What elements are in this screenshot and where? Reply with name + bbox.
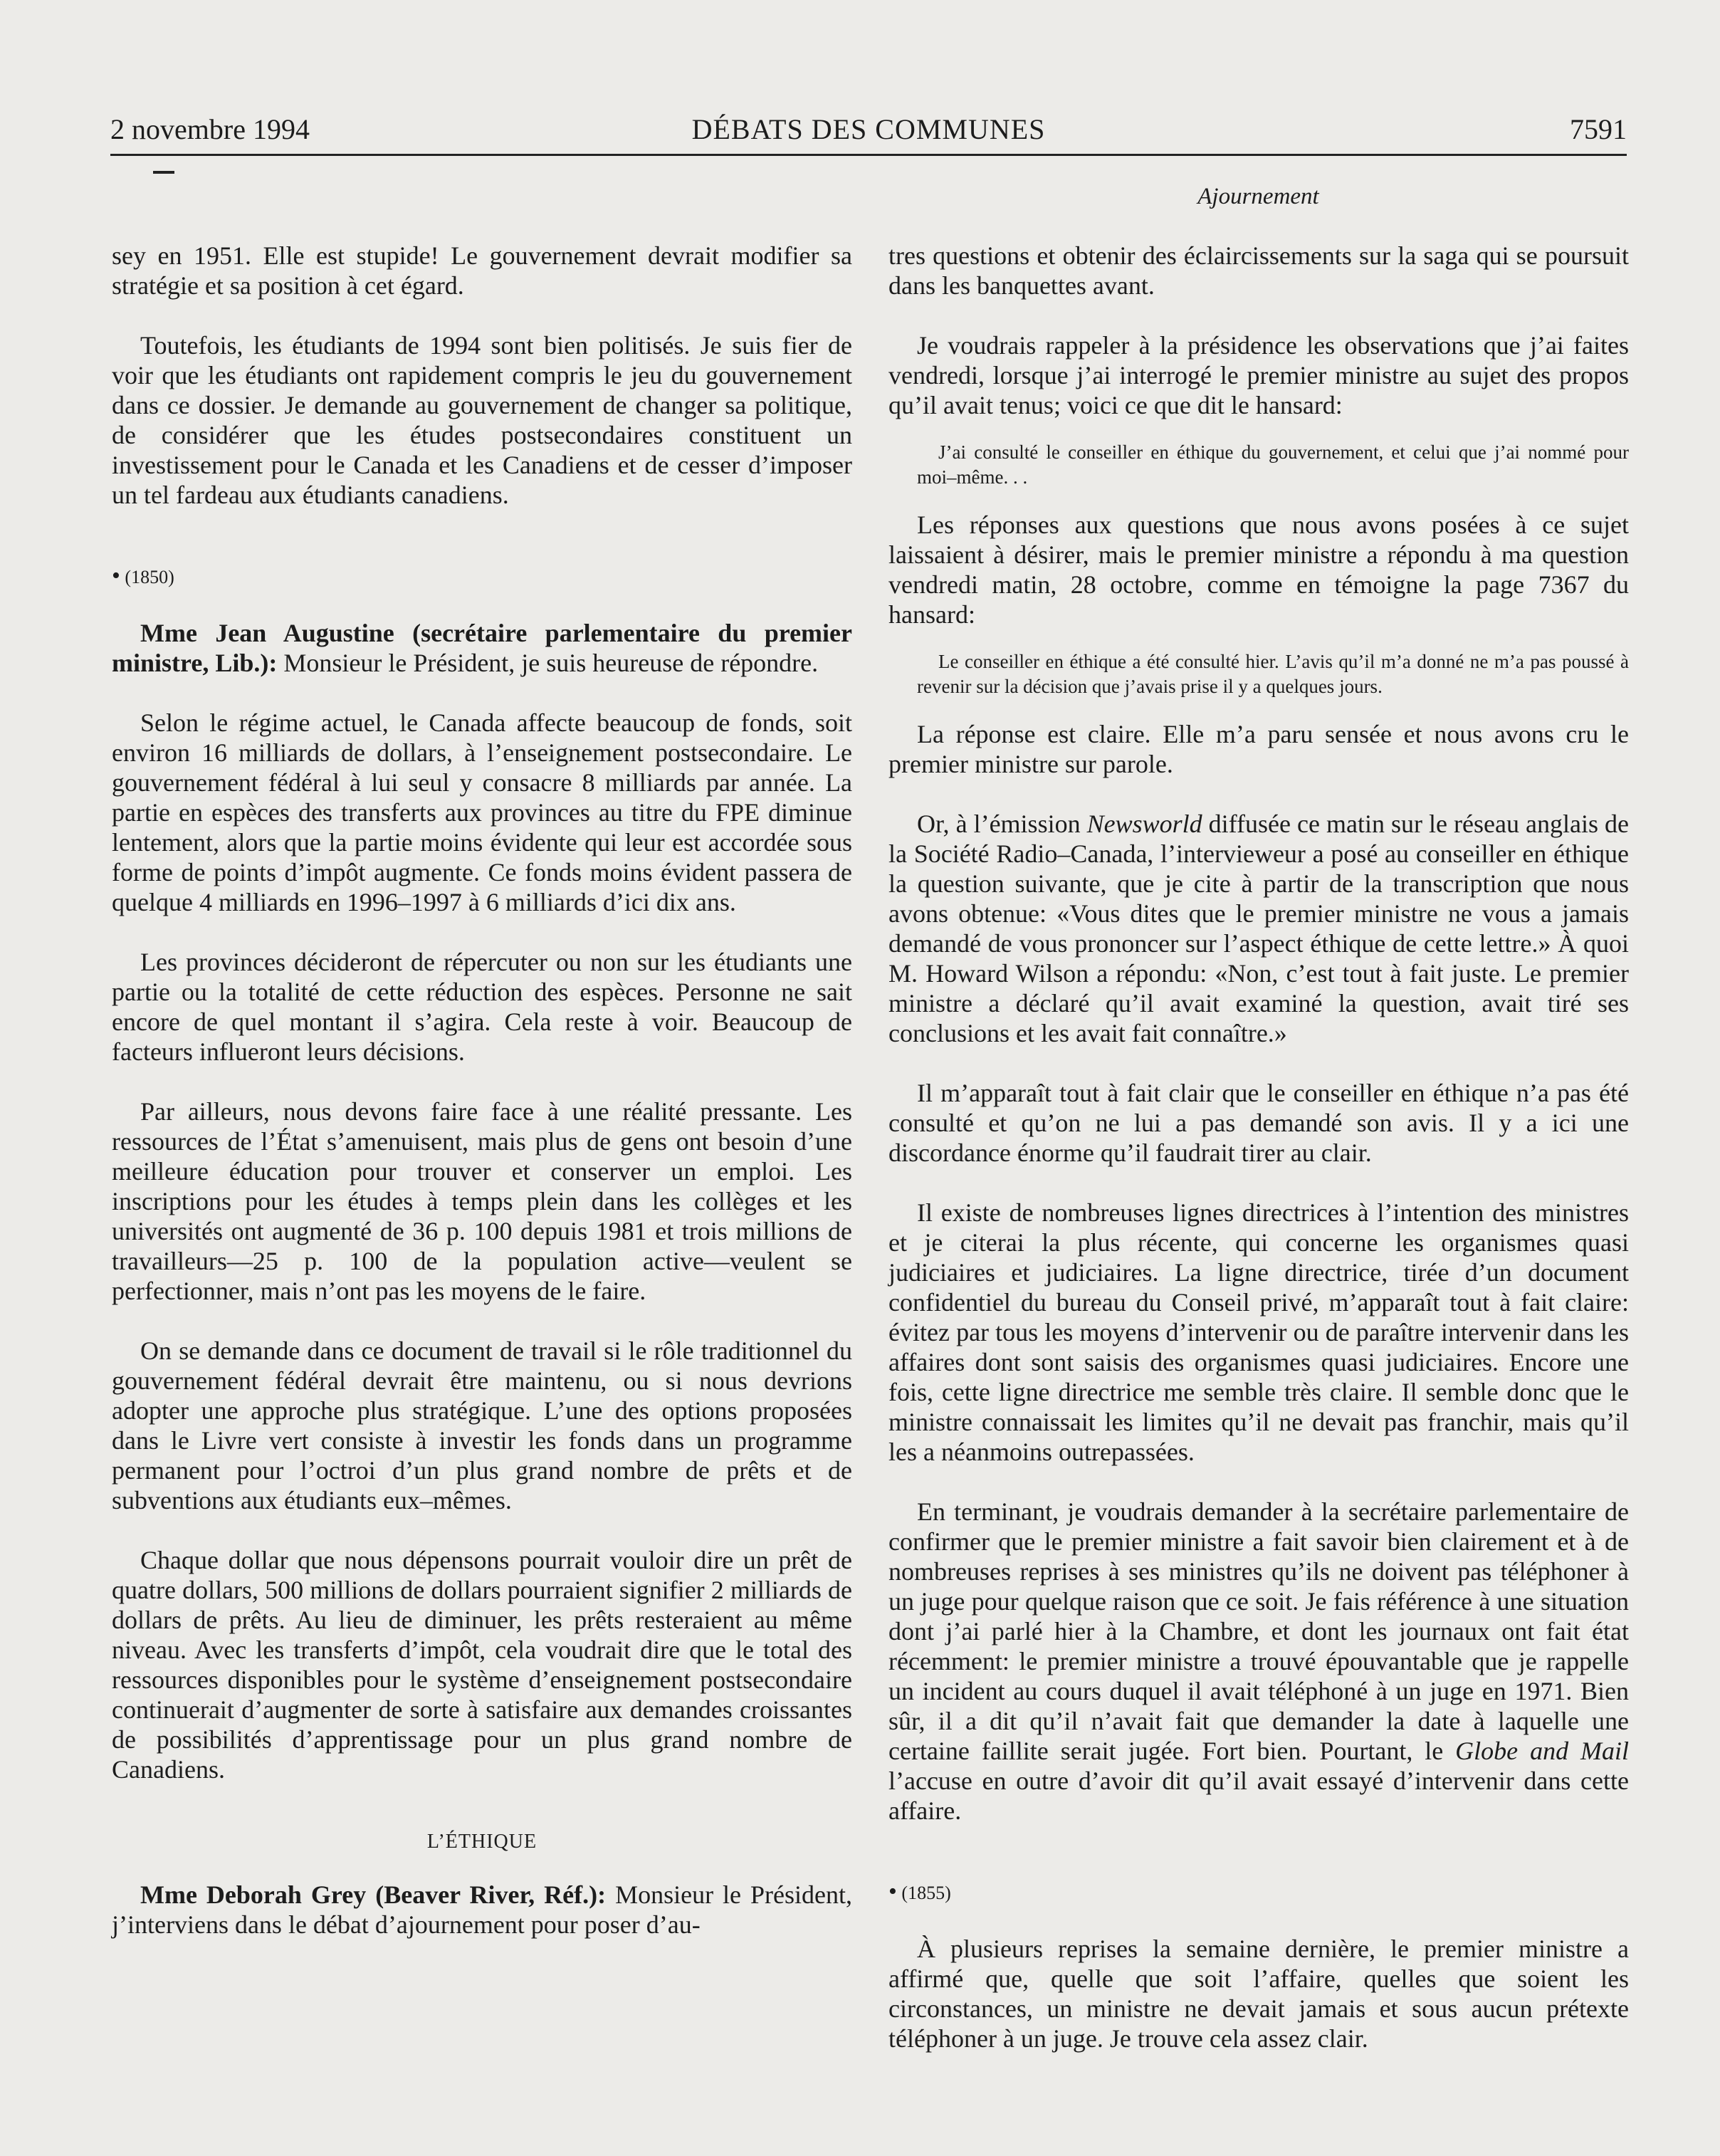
time-marker [888,1878,1629,1905]
header-rule [110,154,1627,156]
program-title: Newsworld [1086,810,1202,838]
paragraph [888,809,1629,1048]
newspaper-title: Globe and Mail [1455,1737,1629,1765]
header-date: 2 novembre 1994 [110,113,310,145]
text-run: diffusée ce matin sur le réseau anglais de la Société Radio–Canada, l’intervieweur a posé au conseiller en éthique la question suivante, que je cite à partir de la transcription que nous avons obtenue: «Vous dites que le premier ministre ne vous a jamais demandé de vous prononcer sur l’aspect éthique de cette lettre.» À quoi M. Howard Wilson a répondu: «Non, c’est tout à fait juste. Le premier ministre a déclaré qu’il avait examiné la question, avait tiré ses conclusions et les avait fait connaître.» [888,810,1629,1047]
paragraph: sey en 1951. Elle est stupide! Le gouvernement devrait modifier sa stratégie et sa position à cet égard. [112,241,852,300]
speech-text: Monsieur le Président, je suis heureuse de répondre. [277,649,819,677]
right-column [888,241,1629,2053]
bullet-icon: • [888,1878,897,1905]
bullet-icon: • [112,562,120,589]
paragraph: Toutefois, les étudiants de 1994 sont bien politisés. Je suis fier de voir que les étudiants ont rapidement compris le jeu du gouvernement dans ce dossier. Je demande au gouvernement de changer sa politique, de considérer que les études postsecondaires constituent un investissement pour le Canada et les Canadiens et de cesser d’imposer un tel fardeau aux étudiants canadiens. [112,331,852,509]
block-quote: J’ai consulté le conseiller en éthique du gouvernement, et celui que j’ai nommé pour moi–même. . . [917,441,1629,488]
running-head: Ajournement [1197,184,1319,209]
text-run: Or, à l’émission [917,810,1087,838]
text-run: En terminant, je voudrais demander à la secrétaire parlementaire de confirmer que le premier ministre a fait savoir bien clairement et à de nombreuses reprises à ses ministres qu’ils ne doivent pas téléphoner à un juge pour quelque raison que ce soit. Je fais référence à une situation dont j’ai parlé hier à la Chambre, et dont les journaux ont fait état récemment: le premier ministre a trouvé épouvantable que je rappelle un incident au cours duquel il avait téléphoné à un juge en 1971. Bien sûr, il a dit qu’il n’avait fait que demander la date à laquelle une certaine faillite serait jugée. Fort bien. Pourtant, le [888,1497,1629,1765]
paragraph: Chaque dollar que nous dépensons pourrait vouloir dire un prêt de quatre dollars, 500 millions de dollars pourraient signifier 2 milliards de dollars de prêts. Au lieu de diminuer, les prêts resteraient au même niveau. Avec les transferts d’impôt, cela voudrait dire que le total des ressources disponibles pour le système d’enseignement postsecondaire continuerait d’augmenter de sorte à satisfaire aux demandes croissantes de possibilités d’apprentissage pour un plus grand nombre de Canadiens. [112,1546,852,1784]
text-run: l’accuse en outre d’avoir dit qu’il avait essayé d’intervenir dans cette affaire. [888,1767,1629,1825]
speech-text: Monsieur le Président, j’interviens dans le débat d’ajournement pour poser d’au- [112,1880,852,1939]
paragraph: La réponse est claire. Elle m’a paru sensée et nous avons cru le premier ministre sur parole. [888,720,1629,778]
paragraph: tres questions et obtenir des éclaircissements sur la saga qui se poursuit dans les banquettes avant. [888,241,1629,300]
paragraph: Je voudrais rappeler à la présidence les observations que j’ai faites vendredi, lorsque j’ai interrogé le premier ministre au sujet des propos qu’il avait tenus; voici ce que dit le hansard: [888,331,1629,419]
paragraph [888,1497,1629,1826]
time-marker [112,562,852,589]
block-quote: Le conseiller en éthique a été consulté hier. L’avis qu’il m’a donné ne m’a pas poussé à revenir sur la décision que j’avais prise il y a quelques jours. [917,651,1629,697]
speaker-name: Mme Deborah Grey (Beaver River, Réf.): [140,1880,607,1909]
margin-tick-mark [153,171,174,174]
paragraph: Par ailleurs, nous devons faire face à une réalité pressante. Les ressources de l’État s’amenuisent, mais plus de gens ont besoin d’une meilleure éducation pour trouver et conserver un emploi. Les inscriptions pour les études à temps plein dans les collèges et les universités ont augmenté de 36 p. 100 depuis 1981 et trois millions de travailleurs—25 p. 100 de la population active—veulent se perfectionner, mais n’ont pas les moyens de le faire. [112,1097,852,1305]
paragraph [112,618,852,678]
paragraph: À plusieurs reprises la semaine dernière, le premier ministre a affirmé que, quelle que soit l’affaire, quelles que soient les circonstances, un ministre ne devait jamais et sous aucun prétexte téléphoner à un juge. Je trouve cela assez clair. [888,1935,1629,2053]
paragraph: Il existe de nombreuses lignes directrices à l’intention des ministres et je citerai la plus récente, qui concerne les organismes quasi judiciaires et judiciaires. La ligne directrice, tirée d’un document confidentiel du bureau du Conseil privé, m’apparaît tout à fait claire: évitez par tous les moyens d’intervenir ou de paraître intervenir dans les affaires dont sont saisis des organismes quasi judiciaires. Encore une fois, cette ligne directrice me semble très claire. Il semble donc que le ministre connaissait les limites qu’il ne devait pas franchir, mais qu’il les a néanmoins outrepassées. [888,1198,1629,1466]
left-column [112,241,852,1940]
section-heading: L’ÉTHIQUE [426,1831,538,1853]
page-header [110,107,1627,152]
header-publication-title: DÉBATS DES COMMUNES [691,113,1046,145]
paragraph: Il m’apparaît tout à fait clair que le conseiller en éthique n’a pas été consulté et qu’on ne lui a pas demandé son avis. Il y a ici une discordance énorme qu’il faudrait tirer au clair. [888,1079,1629,1167]
header-page-number: 7591 [1570,113,1627,145]
paragraph: Les provinces décideront de répercuter ou non sur les étudiants une partie ou la totalité de cette réduction des espèces. Personne ne sait encore de quel montant il s’agira. Cela reste à voir. Beaucoup de facteurs influeront leurs décisions. [112,948,852,1066]
paragraph: Selon le régime actuel, le Canada affecte beaucoup de fonds, soit environ 16 milliards de dollars, à l’enseignement postsecondaire. Le gouvernement fédéral à lui seul y consacre 8 milliards par année. La partie en espèces des transferts aux provinces au titre du FPE diminue lentement, alors que la partie moins évidente qui leur est accordée sous forme de points d’impôt augmente. Ce fonds moins évident passera de quelque 4 milliards en 1996–1997 à 6 milliards d’ici dix ans. [112,708,852,916]
paragraph [112,1880,852,1940]
time-marker-label: (1850) [125,567,174,587]
paragraph: On se demande dans ce document de travail si le rôle traditionnel du gouvernement fédéral devrait être maintenu, ou si nous devrions adopter une approche plus stratégique. L’une des options proposées dans le Livre vert consiste à investir les fonds dans un programme permanent pour l’octroi d’un plus grand nombre de prêts et de subventions aux étudiants eux–mêmes. [112,1336,852,1514]
paragraph: Les réponses aux questions que nous avons posées à ce sujet laissaient à désirer, mais le premier ministre a répondu à ma question vendredi matin, 28 octobre, comme en témoigne la page 7367 du hansard: [888,511,1629,629]
speaker-name: Mme Jean Augustine (secrétaire parlementaire du premier ministre, Lib.): [112,619,852,677]
time-marker-label: (1855) [901,1883,951,1903]
